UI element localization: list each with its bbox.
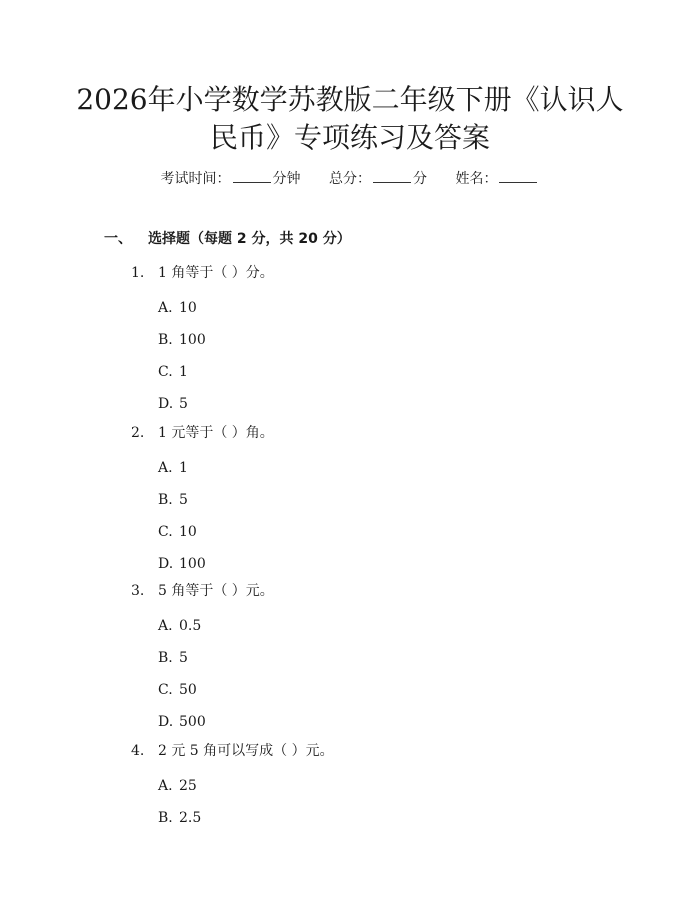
question-2-option-a[interactable] (158, 460, 188, 476)
option-letter: A. (158, 618, 173, 634)
total-score-blank[interactable] (373, 170, 411, 183)
option-letter: D. (158, 556, 174, 572)
option-text: 5 (179, 492, 188, 508)
question-3-option-a[interactable] (158, 618, 201, 634)
question-3-option-d[interactable] (158, 714, 206, 730)
question-2 (131, 422, 274, 442)
option-text: 5 (179, 650, 188, 666)
section-title: 选择题（每题 2 分，共 20 分） (148, 231, 351, 247)
option-text: 0.5 (179, 618, 202, 634)
question-4-option-a[interactable] (158, 778, 197, 794)
option-letter: B. (158, 810, 173, 826)
question-text: 2 元 5 角可以写成（ ）元。 (158, 743, 334, 759)
total-score-unit: 分 (413, 171, 427, 187)
option-text: 100 (179, 332, 206, 348)
question-4 (131, 740, 334, 760)
option-text: 25 (179, 778, 197, 794)
name-label: 姓名： (455, 171, 498, 187)
question-number: 4. (131, 743, 145, 759)
option-letter: B. (158, 492, 173, 508)
option-text: 2.5 (179, 810, 202, 826)
exam-time-blank[interactable] (233, 170, 271, 183)
question-number: 2. (131, 425, 145, 441)
section-number: 一、 (104, 231, 132, 247)
option-text: 50 (179, 682, 197, 698)
question-1-option-b[interactable] (158, 332, 206, 348)
option-text: 100 (179, 556, 206, 572)
option-text: 10 (179, 300, 197, 316)
question-text: 1 元等于（ ）角。 (158, 425, 274, 441)
total-score-field (329, 171, 431, 187)
total-score-label: 总分： (329, 171, 371, 187)
question-2-option-c[interactable] (158, 524, 197, 540)
question-number: 1. (131, 265, 145, 281)
name-blank[interactable] (499, 170, 537, 183)
exam-info-row (0, 168, 700, 188)
question-1-option-d[interactable] (158, 396, 188, 412)
option-text: 500 (179, 714, 206, 730)
section-heading (104, 228, 351, 248)
option-letter: C. (158, 682, 173, 698)
question-3 (131, 580, 274, 600)
question-3-option-b[interactable] (158, 650, 188, 666)
question-text: 1 角等于（ ）分。 (158, 265, 274, 281)
question-number: 3. (131, 583, 145, 599)
question-1-option-a[interactable] (158, 300, 197, 316)
option-letter: B. (158, 332, 173, 348)
option-letter: B. (158, 650, 173, 666)
page-title-line-1: 2026年小学数学苏教版二年级下册《认识人 (76, 83, 624, 116)
question-1 (131, 262, 274, 282)
option-letter: C. (158, 364, 173, 380)
question-1-option-c[interactable] (158, 364, 188, 380)
option-text: 1 (179, 460, 188, 476)
question-3-option-c[interactable] (158, 682, 197, 698)
option-letter: D. (158, 396, 174, 412)
option-letter: D. (158, 714, 174, 730)
question-2-option-b[interactable] (158, 492, 188, 508)
option-letter: A. (158, 300, 173, 316)
exam-time-field (161, 171, 305, 187)
page-title-line-2: 民币》专项练习及答案 (209, 121, 490, 154)
option-letter: A. (158, 460, 173, 476)
question-text: 5 角等于（ ）元。 (158, 583, 274, 599)
exam-time-label: 考试时间： (160, 171, 231, 187)
option-letter: A. (158, 778, 173, 794)
option-letter: C. (158, 524, 173, 540)
option-text: 10 (179, 524, 197, 540)
exam-time-unit: 分钟 (272, 171, 301, 187)
question-2-option-d[interactable] (158, 556, 206, 572)
name-field (455, 171, 539, 187)
question-4-option-b[interactable] (158, 810, 201, 826)
option-text: 5 (179, 396, 188, 412)
option-text: 1 (179, 364, 188, 380)
